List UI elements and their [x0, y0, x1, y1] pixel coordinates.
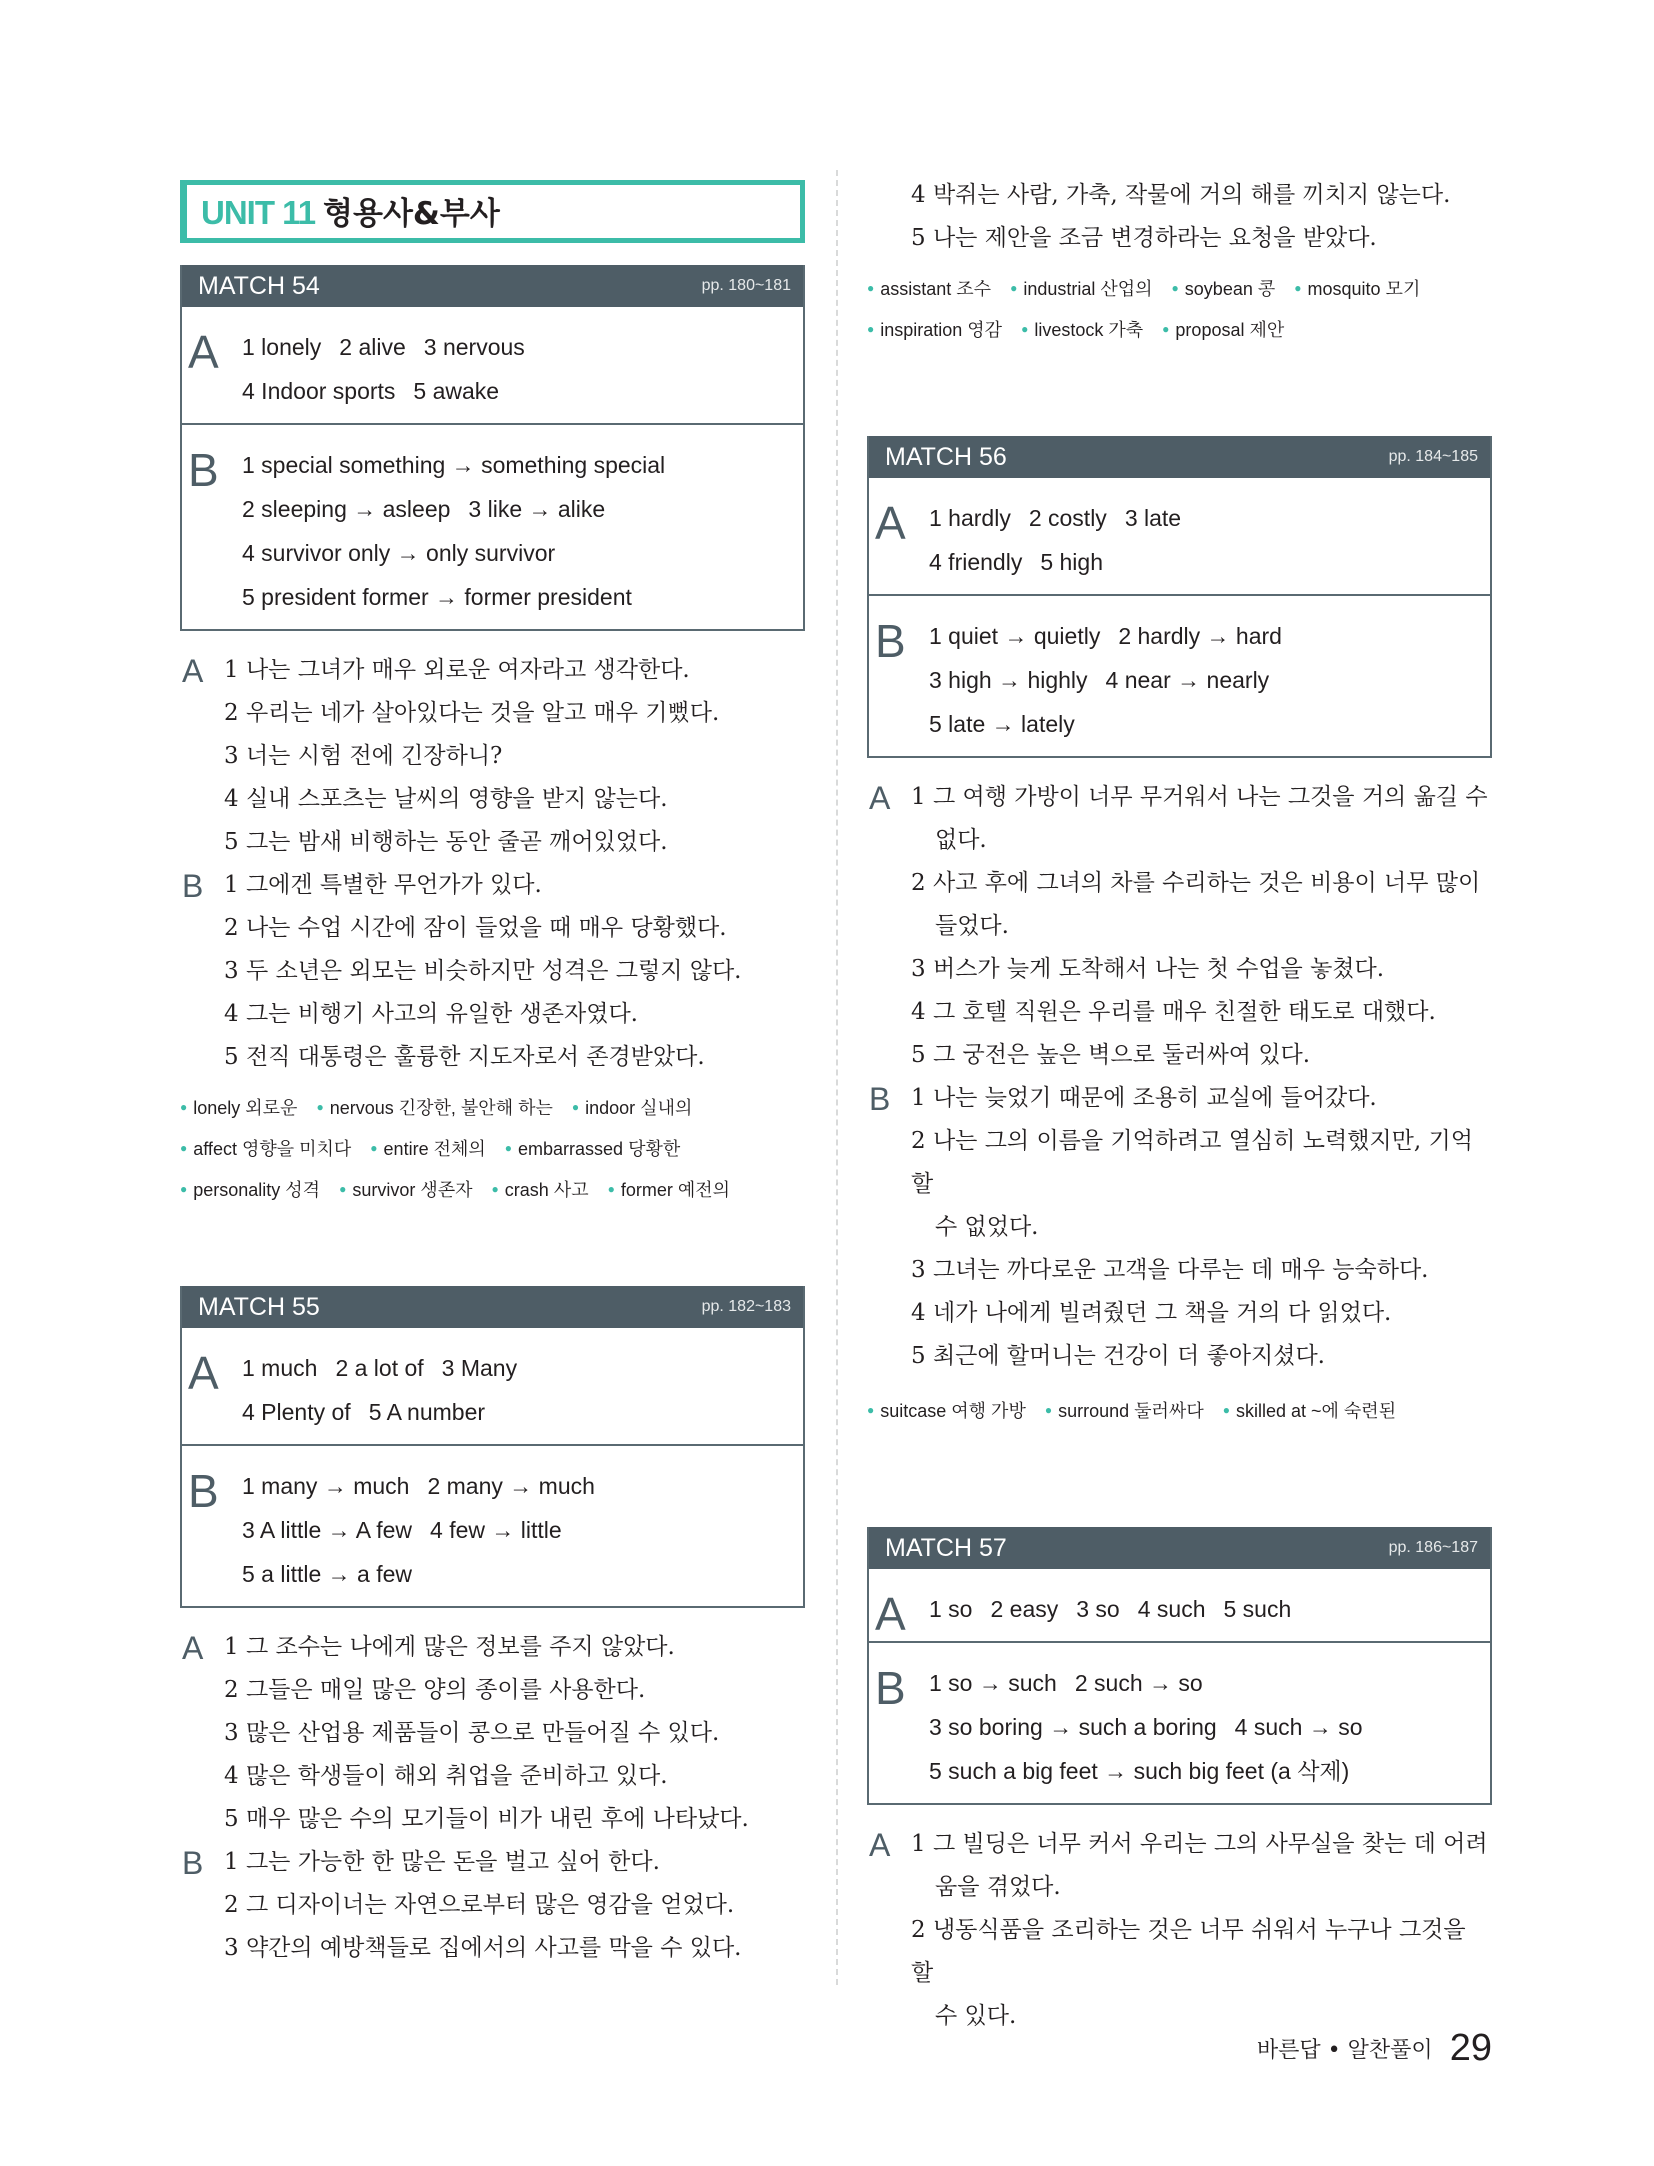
translations-a	[180, 649, 805, 864]
vocab-item: survivor 생존자	[352, 1180, 473, 1200]
answer: 5 awake	[413, 378, 500, 404]
translation: 3 버스가 늦게 도착해서 나는 첫 수업을 놓쳤다.	[911, 956, 1385, 982]
translation: 2 나는 수업 시간에 잠이 들었을 때 매우 당황했다.	[224, 915, 727, 941]
section-letter-a: A	[869, 780, 891, 816]
translations-b	[867, 1077, 1492, 1378]
match-title: MATCH 55	[198, 1293, 320, 1321]
page-footer	[1257, 2027, 1492, 2070]
unit-number: UNIT 11	[201, 194, 316, 231]
vocab-item: embarrassed 당황한	[518, 1139, 681, 1159]
answer: 1 much	[242, 1355, 318, 1381]
answer: 3 A little → A few	[242, 1517, 413, 1543]
vocab-item: assistant 조수	[880, 279, 992, 299]
answer: 5 late → lately	[929, 711, 1075, 737]
translation: 5 매우 많은 수의 모기들이 비가 내린 후에 나타났다.	[224, 1806, 749, 1832]
answer: 3 high → highly	[929, 667, 1088, 693]
answer: 4 survivor only → only survivor	[242, 540, 556, 566]
translation: 1 그 조수는 나에게 많은 정보를 주지 않았다.	[224, 1634, 675, 1660]
answer: 2 such → so	[1074, 1670, 1203, 1696]
section-letter-a: A	[188, 1347, 219, 1399]
answer: 3 Many	[441, 1355, 518, 1381]
section-letter-a: A	[875, 1588, 906, 1640]
answer: 1 so → such	[929, 1670, 1057, 1696]
translations-b-continued	[867, 174, 1492, 260]
section-letter-a: A	[182, 1630, 204, 1666]
answer: 5 a little → a few	[242, 1561, 413, 1587]
vocab-item: suitcase 여행 가방	[880, 1401, 1026, 1421]
match-54-box	[180, 265, 805, 631]
answer: 2 many → much	[427, 1473, 595, 1499]
translations-b	[180, 864, 805, 1079]
translation: 3 두 소년은 외모는 비슷하지만 성격은 그렇지 않다.	[224, 958, 742, 984]
match-pages: pp. 186~187	[1388, 1539, 1478, 1556]
translation-continued: 수 있다.	[935, 2003, 1017, 2029]
vocab-item: soybean 콩	[1184, 279, 1276, 299]
translation: 1 나는 그녀가 매우 외로운 여자라고 생각한다.	[224, 657, 690, 683]
answer: 2 a lot of	[335, 1355, 424, 1381]
translation: 5 그는 밤새 비행하는 동안 줄곧 깨어있었다.	[224, 829, 668, 855]
section-letter-a: A	[188, 326, 219, 378]
vocab-item: crash 사고	[504, 1180, 589, 1200]
translation: 3 너는 시험 전에 긴장하니?	[224, 743, 503, 769]
translation: 3 약간의 예방책들로 집에서의 사고를 막을 수 있다.	[224, 1935, 742, 1961]
answers-b	[182, 1444, 803, 1606]
answers-a	[182, 307, 803, 423]
answer: 1 lonely	[242, 334, 322, 360]
section-letter-a: A	[182, 653, 204, 689]
translations-a	[180, 1626, 805, 1841]
translation: 2 나는 그의 이름을 기억하려고 열심히 노력했지만, 기억할	[911, 1128, 1473, 1197]
answer: 5 such a big feet → such big feet (a 삭제)	[929, 1758, 1350, 1784]
vocab-list: ● assistant 조수 ● industrial 산업의 ● soybean 콩 ● mosquito 모기 ● inspiration 영감 ● livestock 가축 ● proposal 제안	[867, 279, 1421, 340]
answer: 3 nervous	[423, 334, 525, 360]
answer: 4 such → so	[1234, 1714, 1363, 1740]
answers-a	[869, 478, 1490, 594]
section-letter-b: B	[869, 1081, 891, 1117]
vocab-item: mosquito 모기	[1307, 279, 1421, 299]
answer: 4 such	[1137, 1596, 1206, 1622]
section-letter-b: B	[875, 1662, 906, 1714]
translation: 4 박쥐는 사람, 가축, 작물에 거의 해를 끼치지 않는다.	[911, 182, 1451, 208]
translation: 4 그 호텔 직원은 우리를 매우 친절한 태도로 대했다.	[911, 999, 1436, 1025]
vocab-item: livestock 가축	[1034, 320, 1144, 340]
translation: 5 그 궁전은 높은 벽으로 둘러싸여 있다.	[911, 1042, 1311, 1068]
right-column	[867, 170, 1492, 2038]
answer: 3 like → alike	[468, 496, 606, 522]
answer: 4 Plenty of	[242, 1399, 351, 1425]
translation: 4 실내 스포츠는 날씨의 영향을 받지 않는다.	[224, 786, 668, 812]
answer: 2 sleeping → asleep	[242, 496, 451, 522]
translation-continued: 들었다.	[935, 913, 1009, 939]
match-title: MATCH 54	[198, 272, 320, 300]
vocab-item: entire 전체의	[383, 1139, 486, 1159]
translation: 2 그들은 매일 많은 양의 종이를 사용한다.	[224, 1677, 646, 1703]
vocab-item: former 예전의	[620, 1180, 731, 1200]
translations-a	[867, 776, 1492, 1077]
translation: 1 그는 가능한 한 많은 돈을 벌고 싶어 한다.	[224, 1849, 660, 1875]
translation-continued: 없다.	[935, 827, 987, 853]
match-pages: pp. 182~183	[701, 1298, 791, 1315]
answer: 2 alive	[339, 334, 406, 360]
vocab-item: personality 성격	[193, 1180, 321, 1200]
translation-continued: 움을 겪었다.	[935, 1874, 1061, 1900]
translation: 4 그는 비행기 사고의 유일한 생존자였다.	[224, 1001, 638, 1027]
section-letter-b: B	[182, 868, 204, 904]
match-pages: pp. 184~185	[1388, 448, 1478, 465]
translation: 1 그에겐 특별한 무언가가 있다.	[224, 872, 542, 898]
match-header	[869, 436, 1490, 478]
translation: 2 그 디자이너는 자연으로부터 많은 영감을 얻었다.	[224, 1892, 735, 1918]
answer: 5 A number	[368, 1399, 486, 1425]
match-57-box	[867, 1527, 1492, 1805]
left-column	[180, 170, 805, 1970]
translations-a	[867, 1823, 1492, 2038]
translation: 2 우리는 네가 살아있다는 것을 알고 매우 기뻤다.	[224, 700, 720, 726]
match-header	[869, 1527, 1490, 1569]
vocab-item: surround 둘러싸다	[1058, 1401, 1204, 1421]
section-letter-a: A	[869, 1827, 891, 1863]
section-letter-a: A	[875, 497, 906, 549]
answer: 1 quiet → quietly	[929, 623, 1101, 649]
section-letter-b: B	[182, 1845, 204, 1881]
translation: 4 많은 학생들이 해외 취업을 준비하고 있다.	[224, 1763, 668, 1789]
vocab-item: skilled at ~에 숙련된	[1235, 1401, 1397, 1421]
answer: 1 special something → something special	[242, 452, 666, 478]
answer: 5 high	[1040, 549, 1103, 575]
answer: 4 few → little	[430, 1517, 562, 1543]
translation-continued: 수 없었다.	[935, 1214, 1039, 1240]
answers-a	[869, 1569, 1490, 1641]
vocab-item: indoor 실내의	[585, 1098, 693, 1118]
match-header	[182, 265, 803, 307]
translations-b	[180, 1841, 805, 1970]
answers-a	[182, 1328, 803, 1444]
answers-b	[182, 423, 803, 629]
answer: 2 costly	[1028, 505, 1107, 531]
translation: 5 최근에 할머니는 건강이 더 좋아지셨다.	[911, 1343, 1325, 1369]
answer: 3 so boring → such a boring	[929, 1714, 1217, 1740]
answer: 1 so	[929, 1596, 973, 1622]
translation: 2 냉동식품을 조리하는 것은 너무 쉬워서 누구나 그것을 할	[911, 1917, 1466, 1986]
answer: 1 hardly	[929, 505, 1011, 531]
answers-b	[869, 594, 1490, 756]
page-number: 29	[1449, 2027, 1492, 2069]
section-letter-b: B	[188, 1465, 219, 1517]
match-pages: pp. 180~181	[701, 277, 791, 294]
answer: 5 president former → former president	[242, 584, 632, 610]
footer-label: 바른답 • 알찬풀이	[1256, 2038, 1433, 2063]
match-55-box	[180, 1286, 805, 1608]
translation: 2 사고 후에 그녀의 차를 수리하는 것은 비용이 너무 많이	[911, 870, 1481, 896]
translation: 5 나는 제안을 조금 변경하라는 요청을 받았다.	[911, 225, 1377, 251]
unit-title: 형용사&부사	[323, 196, 500, 232]
vocab-item: affect 영향을 미치다	[193, 1139, 352, 1159]
answer: 4 Indoor sports	[242, 378, 396, 404]
unit-banner	[180, 180, 805, 243]
vocab-item: industrial 산업의	[1023, 279, 1153, 299]
match-title: MATCH 56	[885, 443, 1007, 471]
section-letter-b: B	[875, 615, 906, 667]
answer: 4 friendly	[929, 549, 1023, 575]
answer: 3 so	[1076, 1596, 1120, 1622]
translation: 1 나는 늦었기 때문에 조용히 교실에 들어갔다.	[911, 1085, 1377, 1111]
vocab-item: proposal 제안	[1175, 320, 1285, 340]
match-56-box	[867, 436, 1492, 758]
answer: 4 near → nearly	[1105, 667, 1270, 693]
vocab-item: lonely 외로운	[193, 1098, 298, 1118]
answers-b	[869, 1641, 1490, 1803]
answer: 1 many → much	[242, 1473, 410, 1499]
vocab-list: ● suitcase 여행 가방 ● surround 둘러싸다 ● skilled at ~에 숙련된	[867, 1401, 1397, 1421]
answer: 2 easy	[990, 1596, 1059, 1622]
translation: 1 그 여행 가방이 너무 무거워서 나는 그것을 거의 옮길 수	[911, 784, 1488, 810]
translation: 4 네가 나에게 빌려줬던 그 책을 거의 다 읽었다.	[911, 1300, 1392, 1326]
answer: 5 such	[1223, 1596, 1292, 1622]
translation: 3 그녀는 까다로운 고객을 다루는 데 매우 능숙하다.	[911, 1257, 1429, 1283]
answer: 3 late	[1124, 505, 1182, 531]
column-divider	[836, 170, 838, 1985]
translation: 1 그 빌딩은 너무 커서 우리는 그의 사무실을 찾는 데 어려	[911, 1831, 1488, 1857]
match-title: MATCH 57	[885, 1534, 1007, 1562]
translation: 3 많은 산업용 제품들이 콩으로 만들어질 수 있다.	[224, 1720, 720, 1746]
section-letter-b: B	[188, 444, 219, 496]
translation: 5 전직 대통령은 훌륭한 지도자로서 존경받았다.	[224, 1044, 705, 1070]
match-header	[182, 1286, 803, 1328]
vocab-list: ● lonely 외로운 ● nervous 긴장한, 불안해 하는 ● indoor 실내의 ● affect 영향을 미치다 ● entire 전체의 ● embarrassed 당황한 ● personality 성격 ● survivor 생존자 ● crash 사고 ● former 예전의	[180, 1098, 731, 1200]
vocab-item: nervous 긴장한, 불안해 하는	[329, 1098, 553, 1118]
vocab-item: inspiration 영감	[880, 320, 1003, 340]
answer: 2 hardly → hard	[1118, 623, 1282, 649]
